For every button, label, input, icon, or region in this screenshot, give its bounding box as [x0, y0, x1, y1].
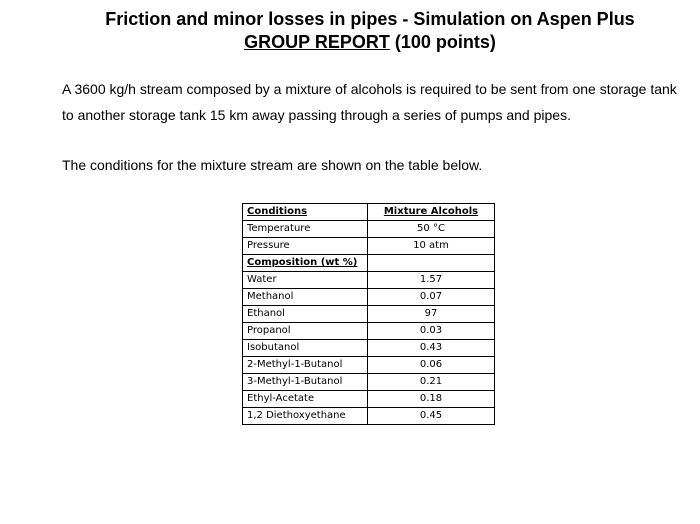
row-label: Isobutanol: [243, 340, 368, 357]
row-label: Ethyl-Acetate: [243, 391, 368, 408]
conditions-header: Conditions: [243, 204, 368, 221]
table-row: [243, 340, 495, 357]
table-row: [243, 272, 495, 289]
points-label: (100 points): [389, 32, 496, 52]
table-row: [243, 289, 495, 306]
row-label: Methanol: [243, 289, 368, 306]
row-label: Ethanol: [243, 306, 368, 323]
row-label: 3-Methyl-1-Butanol: [243, 374, 368, 391]
group-report-label: GROUP REPORT: [244, 32, 390, 52]
table-row: [243, 391, 495, 408]
row-value: 0.06: [368, 357, 495, 374]
conditions-table: [242, 203, 495, 425]
document-subtitle: [0, 31, 700, 53]
table-row: [243, 408, 495, 425]
mixture-alcohols-header: Mixture Alcohols: [368, 204, 495, 221]
row-value: 0.03: [368, 323, 495, 340]
intro-paragraph: A 3600 kg/h stream composed by a mixture of alcohols is required to be sent from one storage tank to another storage tank 15 km away passing through a series of pumps and pipes.: [62, 81, 677, 123]
composition-header: Composition (wt %): [243, 255, 368, 272]
row-value: 1.57: [368, 272, 495, 289]
row-label: Propanol: [243, 323, 368, 340]
row-value: 0.45: [368, 408, 495, 425]
table-row: [243, 238, 495, 255]
document-title: Friction and minor losses in pipes - Simulation on Aspen Plus: [105, 9, 635, 29]
table-row: [243, 374, 495, 391]
composition-header-row: [243, 255, 495, 272]
row-label: 1,2 Diethoxyethane: [243, 408, 368, 425]
row-value: 0.43: [368, 340, 495, 357]
table-header-row: [243, 204, 495, 221]
row-value: 0.07: [368, 289, 495, 306]
row-value: [368, 255, 495, 272]
row-value: 50 °C: [368, 221, 495, 238]
row-value: 97: [368, 306, 495, 323]
table-row: [243, 221, 495, 238]
table-intro-paragraph: The conditions for the mixture stream are shown on the table below.: [62, 157, 483, 173]
row-value: 10 atm: [368, 238, 495, 255]
row-label: 2-Methyl-1-Butanol: [243, 357, 368, 374]
table-row: [243, 323, 495, 340]
row-value: 0.21: [368, 374, 495, 391]
table-row: [243, 357, 495, 374]
row-label: Pressure: [243, 238, 368, 255]
table-row: [243, 306, 495, 323]
row-label: Temperature: [243, 221, 368, 238]
row-value: 0.18: [368, 391, 495, 408]
row-label: Water: [243, 272, 368, 289]
